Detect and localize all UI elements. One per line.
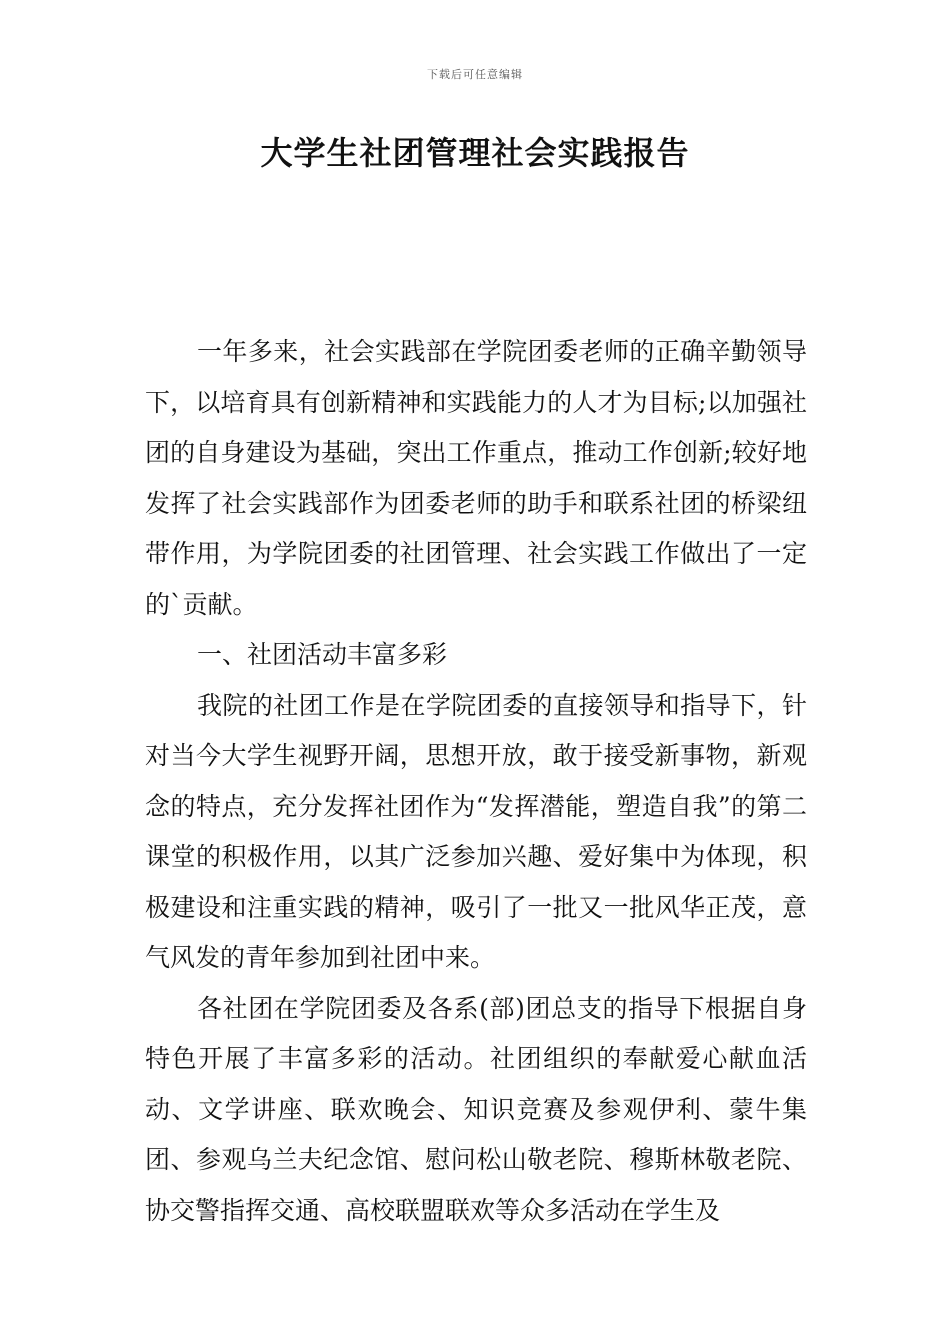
- document-title: 大学生社团管理社会实践报告: [260, 134, 690, 172]
- paragraph-club-work: 我院的社团工作是在学院团委的直接领导和指导下，针对当今大学生视野开阔，思想开放，敢于接受新事物，新观念的特点，充分发挥社团作为“发挥潜能，塑造自我”的第二课堂的积极作用，以其广泛参加兴趣、爱好集中为体现，积极建设和注重实践的精神，吸引了一批又一批风华正茂，意气风发的青年参加到社团中来。: [145, 690, 807, 972]
- paragraph-club-activities: 各社团在学院团委及各系(部)团总支的指导下根据自身特色开展了丰富多彩的活动。社团组织的奉献爱心献血活动、文学讲座、联欢晚会、知识竞赛及参观伊利、蒙牛集团、参观乌兰夫纪念馆、慰问松山敬老院、穆斯林敬老院、协交警指挥交通、高校联盟联欢等众多活动在学生及: [145, 993, 807, 1225]
- paragraph-intro: 一年多来，社会实践部在学院团委老师的正确辛勤领导下，以培育具有创新精神和实践能力的人才为目标;以加强社团的自身建设为基础，突出工作重点，推动工作创新;较好地发挥了社会实践部作为团委老师的助手和联系社团的桥梁纽带作用，为学院团委的社团管理、社会实践工作做出了一定的`贡献。: [145, 337, 807, 619]
- section-heading: 一、社团活动丰富多彩: [197, 640, 448, 669]
- document-body: [145, 327, 807, 1236]
- header-note: 下载后可任意编辑: [427, 68, 523, 81]
